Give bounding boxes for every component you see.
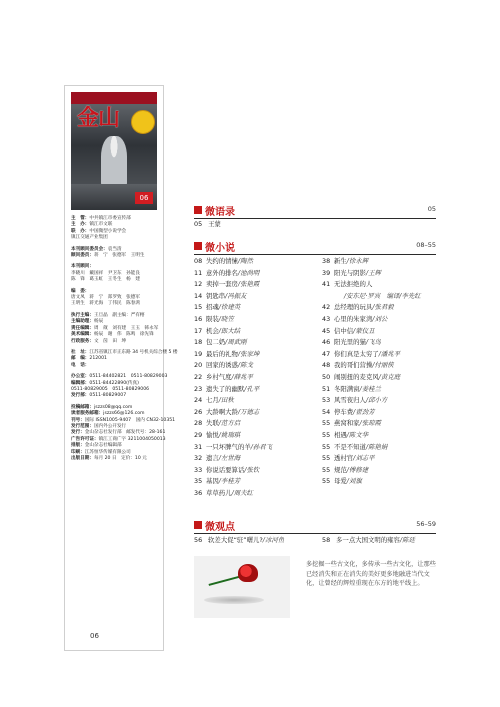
toc-author: /张琼霞 [359,419,381,428]
toc-author: /陈艳娟 [365,442,388,451]
masthead-value: 杨辰 [93,319,104,325]
toc-title: 草草药儿 [206,489,232,497]
masthead-label: 发行部： [71,393,90,399]
cover-figure [101,136,127,188]
toc-page-number: 38 [322,257,331,265]
toc-author: /姚瑞琪 [218,431,241,439]
toc-title: 总经理的玩具 [334,303,373,312]
toc-page-number: 48 [322,361,331,370]
toc-item[interactable] [322,338,381,347]
toc-author: /冯振友 [225,291,247,300]
toc-title: 失约的情愫 [206,257,238,265]
masthead-value: 王旦晶 副主编：严有榕 [93,312,145,318]
masthead-label: 投稿邮箱： [71,404,94,410]
toc-author: /刘志平 [353,454,375,463]
toc-title: 心里的朱家湾 [334,315,373,323]
masthead-value: 0511-84422890(传真) [89,380,139,386]
section-header-weixiaoshuo [194,239,436,253]
masthead-label: 发行范围： [71,423,94,429]
toc-page-number: 22 [194,373,203,381]
toc-author: /飞鸟 [365,338,381,347]
toc-title: 相遇 [334,431,347,439]
masthead-value: 中国微型小说学会 [89,228,127,234]
masthead-value: 镇江工商广字 3211004050013 [98,436,166,442]
masthead-value: 蒋 宁 张德军 王明生 [93,253,145,259]
toc-page-number: 20 [194,361,203,370]
magazine-cover-image [71,92,157,210]
toc-title: 王蒙 [208,220,221,228]
toc-author: /薛兆平 [231,373,253,381]
toc-item[interactable] [194,477,240,486]
toc-author: /左世海 [218,454,241,463]
masthead-label: 办公室： [71,374,90,380]
toc-page-number: 42 [322,303,331,312]
toc-item[interactable] [194,489,253,498]
toc-item[interactable] [322,361,394,370]
rose-image [194,556,290,618]
toc-page-number: 35 [194,477,203,486]
toc-title: 软差大促“驻”曙儿? [208,536,263,544]
toc-page-number: 29 [194,431,203,439]
toc-item[interactable] [322,257,368,266]
toc-author: /陈戈 [237,361,253,370]
masthead-label: 主 办： [71,222,90,228]
toc-author: /徐建英 [218,303,241,312]
toc-item[interactable] [194,315,234,324]
masthead-value: 江苏省镇江市正东路 34 号机关综合楼 5 楼 [89,349,178,355]
masthead-label: 联 办： [71,228,90,234]
toc-item[interactable] [322,292,421,301]
masthead-value: 每月 20 日 定价：10 元 [93,456,147,461]
toc-item[interactable] [194,280,259,289]
masthead-value: 杨辰 谢 伟 陈鸣 徐先锋 [93,332,154,338]
toc-item[interactable] [322,408,375,417]
toc-author: /刘公 [372,315,388,323]
section-marker-icon [194,242,202,250]
toc-title: 失联 [206,419,219,428]
toc-page-number: 31 [194,442,203,451]
rose-shadow [204,596,264,604]
masthead-info [71,216,178,462]
toc-title: 遗言 [206,454,219,463]
cover-badge [131,110,155,134]
toc-author: /张家坤 [237,349,260,358]
masthead-label: 发行： [71,430,85,436]
toc-author: /张艳霞 [237,280,260,289]
toc-title: 我的哥们营操 [334,361,373,370]
masthead-value: 镇江交通产业集团 [71,235,108,241]
toc-item[interactable] [194,408,259,417]
toc-title: 限装 [206,315,219,323]
toc-item[interactable] [194,466,259,475]
toc-page-number: 45 [322,326,331,335]
toc-author: /池尚明 [237,268,260,277]
toc-author: /周夫红 [231,489,253,497]
masthead-value: 金山杂志社编辑部 [84,443,122,449]
masthead-value: 文 茵 田 坤 [93,338,127,344]
rose-bloom [238,564,258,582]
toc-page-number: 50 [322,373,331,381]
masthead-label: 编辑部： [71,380,90,386]
toc-page-number: 32 [194,454,203,463]
toc-title: 七月 [206,396,219,405]
masthead-label: 广告许可证： [71,436,99,442]
masthead-value: 金山杂志社发行部 邮发代号：28-161 [84,430,166,436]
toc-author: /黄克庭 [378,373,401,381]
toc-item[interactable] [194,257,253,266]
toc-author: /范方启 [218,419,241,428]
masthead-label: 社 址： [71,349,90,355]
toc-author: /张钦 [244,465,260,474]
toc-title: 最后的礼物 [206,349,238,358]
toc-item[interactable] [322,373,400,382]
section-page-range: 56–59 [416,520,436,528]
toc-title: 冬阳满窗 [334,384,360,393]
toc-page-number: 39 [322,268,331,277]
masthead-label: 印刷： [71,449,85,455]
toc-page-number: 23 [194,384,203,393]
toc-page-number: 55 [322,431,331,439]
toc-title: 基因 [206,477,219,486]
masthead-label: 电 话： [71,362,90,368]
toc-item[interactable] [194,269,259,278]
toc-title: 透村官 [334,454,354,463]
toc-author: /蒙仪丑 [353,326,375,335]
masthead-value: 江苏恒华传媒有限公司 [84,449,131,455]
masthead-value: 中共镇江市委宣传部 [89,216,131,221]
toc-page-number: 43 [322,315,331,323]
toc-item[interactable] [322,477,362,486]
toc-item[interactable] [194,536,284,545]
toc-page-number: 54 [322,407,331,416]
toc-author: /陈文华 [346,431,369,439]
toc-page-number: 51 [322,384,331,393]
toc-title: 规范 [334,465,347,474]
toc-item[interactable] [194,443,272,452]
masthead-label: 排版： [71,443,85,449]
toc-title: 无法拒绝的人 [334,280,373,289]
masthead-value: 国际 ISSN1005-9407 国内 CN32-10351 [84,417,176,423]
masthead-label: 行政服务： [71,338,94,344]
toc-page-number: 55 [322,477,331,486]
toc-title: 停车费 [334,407,354,416]
toc-item[interactable] [322,443,387,452]
toc-title: 你说话要算话 [206,465,245,474]
toc-page-number: 16 [194,315,203,323]
toc-title: 机会 [206,326,219,335]
toc-title: 回家的诱惑 [206,361,238,370]
toc-title: 燕窝和家 [334,419,360,428]
toc-page-number: 18 [194,338,203,347]
masthead-label: 出版日期： [71,456,94,461]
masthead-value: 国内外公开发行 [93,423,127,429]
toc-item[interactable] [194,350,259,359]
section-header-weiyulu [194,203,436,217]
toc-item[interactable] [322,280,372,289]
toc-author: /冰河鱼 [262,536,285,544]
toc-page-number: 41 [322,280,331,289]
toc-page-number: 58 [322,536,331,544]
toc-page-number: 33 [194,465,203,474]
toc-author: /潘兆平 [378,349,401,358]
cover-issue-number: 06 [135,192,153,204]
toc-page-number: 12 [194,280,203,289]
section-title: 微语录 [205,206,235,218]
toc-item[interactable] [322,396,387,405]
toc-page-number: 17 [194,326,203,335]
toc-author: /王辉 [365,268,381,277]
toc-author: /付丽侠 [372,361,394,370]
section-divider [194,533,436,534]
toc-title: 闹别扭的麦克风 [334,373,379,381]
toc-title: 卖掉一套房 [206,280,238,289]
masthead-label: 美术编辑： [71,332,94,338]
toc-page-number: 24 [194,396,203,405]
toc-title: 风雪夜归人 [334,396,366,405]
toc-author: /徐永辉 [346,257,369,265]
toc-page-number: 46 [322,338,331,347]
masthead-value: 0511-80829007 [89,393,127,399]
toc-item[interactable] [322,385,381,394]
masthead-value: jszzs08@qq.com [93,404,133,410]
section-page-range: 08–55 [416,241,436,249]
toc-title: 多一点大国文明的雍容 [336,536,400,544]
masthead-label: 邮 编： [71,356,90,362]
masthead-column [64,85,178,651]
toc-author: /陈廷 [399,536,415,544]
toc-item[interactable] [322,419,381,428]
toc-page-number: 26 [194,407,203,416]
toc-title: 一只坏脾气的羊 [206,442,251,451]
toc-item[interactable] [322,303,394,312]
toc-author: /邱小方 [365,396,388,405]
toc-page-number: 56 [194,536,203,544]
toc-author: /张君毅 [372,303,394,312]
toc-page-number: 11 [194,268,203,277]
toc-author: /孙君飞 [250,442,273,451]
masthead-value: 李晓川 戴国祥 尹卫东 孙能良 [71,270,140,276]
toc-item[interactable] [194,419,240,428]
toc-page-number: 28 [194,419,203,428]
toc-item[interactable] [322,269,381,278]
masthead-value: 袁当清 [107,246,122,252]
toc-title: 意外的排名 [206,268,238,277]
toc-item[interactable] [322,431,368,440]
cover-logo: 金山 [77,105,120,131]
toc-item[interactable] [194,292,247,301]
toc-title: 招魂 [206,303,219,312]
masthead-value: jszzs66@126.com [103,411,145,417]
toc-author: /傅修建 [346,465,369,474]
toc-page-number: 55 [322,442,331,451]
masthead-value: 0511-80829005 0511-80829006 [71,386,150,392]
toc-author: /姜桂兰 [359,384,381,393]
masthead-value: 唐文凤 蒋 宁 郑罗致 张德军 [71,295,140,301]
masthead-value: 212001 [89,356,107,362]
section-title: 微小说 [205,242,235,254]
masthead-value: 0511-84402821 0511-80829003 [89,374,168,380]
toc-page-number: 08 [194,257,203,265]
toc-page-number: 36 [194,489,203,497]
masthead-row [71,456,161,462]
toc-title: 母爱 [334,477,347,486]
toc-title: 阳光与阴影 [334,268,366,277]
section-marker-icon [194,521,202,529]
toc-author: /翟劲芳 [353,407,375,416]
masthead-label: 主编助理： [71,319,94,325]
toc-title: 不是不知道 [334,442,366,451]
toc-page-number: 15 [194,303,203,312]
toc-item[interactable] [194,303,240,312]
cover-top-strip [71,92,157,104]
toc-title: 钥匙串 [206,291,226,300]
toc-title: 包二奶 [206,338,226,347]
toc-page-number: 19 [194,349,203,358]
toc-page-number: 55 [322,454,331,463]
toc-item[interactable] [322,536,415,545]
masthead-label: 读者服务邮箱： [71,411,104,417]
toc-page-number: 55 [322,419,331,428]
masthead-label: 本刊顾问： [71,264,94,270]
masthead-value: 陈 锋 葛玉虹 王冬生 杨 建 [71,277,140,283]
section-header-weiguandian [194,518,436,532]
masthead-label: 刊号： [71,417,85,423]
toc-item[interactable] [194,385,259,394]
toc-page-number: 53 [322,396,331,405]
toc-title: 大龄啊大龄 [206,407,238,416]
masthead-value: 镇江市文联 [89,222,113,228]
toc-item[interactable] [194,454,240,463]
toc-title: 愉悦 [206,431,219,439]
masthead-label: 顾问委员： [71,253,94,259]
toc-author: /安东尼·罗宾 编译/李先红 [344,291,421,300]
toc-page-number: 05 [194,220,203,228]
toc-author: /晓笠 [218,315,234,323]
masthead-label: 编 委： [71,288,90,294]
toc-item[interactable] [194,431,240,440]
toc-item[interactable] [194,396,234,405]
toc-item[interactable] [322,466,368,475]
toc-author: /刘旗 [346,477,362,486]
toc-page-number: 55 [322,465,331,474]
toc-item[interactable] [194,220,221,229]
section-divider [194,218,436,219]
toc-author: /郎大结 [218,326,241,335]
masthead-label: 执行主编： [71,312,94,318]
toc-page-number: 14 [194,291,203,300]
section-page-range: 05 [427,205,436,213]
toc-title: 信中信 [334,326,354,335]
toc-author: /孔平 [244,384,260,393]
toc-item[interactable] [194,327,240,336]
masthead-label: 本刊顾问委员会： [71,246,108,252]
toc-title: 遗失了的幽默 [206,384,245,393]
masthead-label: 责任编辑： [71,325,94,331]
section-divider [194,254,436,255]
toc-author: /陶然 [237,257,253,265]
toc-author: /周武刚 [225,338,247,347]
toc-author: /田秋 [218,396,234,405]
toc-author: /万德志 [237,407,260,416]
toc-title: 你们真是太穷了 [334,349,379,358]
toc-item[interactable] [322,327,375,336]
masthead-value: 周 葳 刘有建 王玉 韩永军 [93,325,159,331]
quote-paragraph: 多挖掘一些古文化，多传承一些古文化，让那些已经消失和正在消失的美好更多地融进当代文化，让曾经的辉煌重现在东方的地平线上。 [306,561,436,588]
toc-title: 乡村气度 [206,373,232,381]
section-marker-icon [194,206,202,214]
toc-item[interactable] [194,361,253,370]
toc-title: 阳光里的猫 [334,338,366,347]
toc-item[interactable] [194,338,247,347]
section-title: 微观点 [205,521,235,533]
page-number: 06 [90,632,99,640]
toc-author: /李桂芳 [218,477,241,486]
toc-item[interactable] [322,454,375,463]
toc-item[interactable] [194,373,253,382]
toc-item[interactable] [322,315,387,324]
toc-page-number: 47 [322,349,331,358]
toc-title: 新生 [334,257,347,265]
toc-item[interactable] [322,350,400,359]
masthead-label: 主 管： [71,216,90,221]
masthead-value: 王明生 蒋光海 丁伟民 陈春鸿 [71,301,140,307]
